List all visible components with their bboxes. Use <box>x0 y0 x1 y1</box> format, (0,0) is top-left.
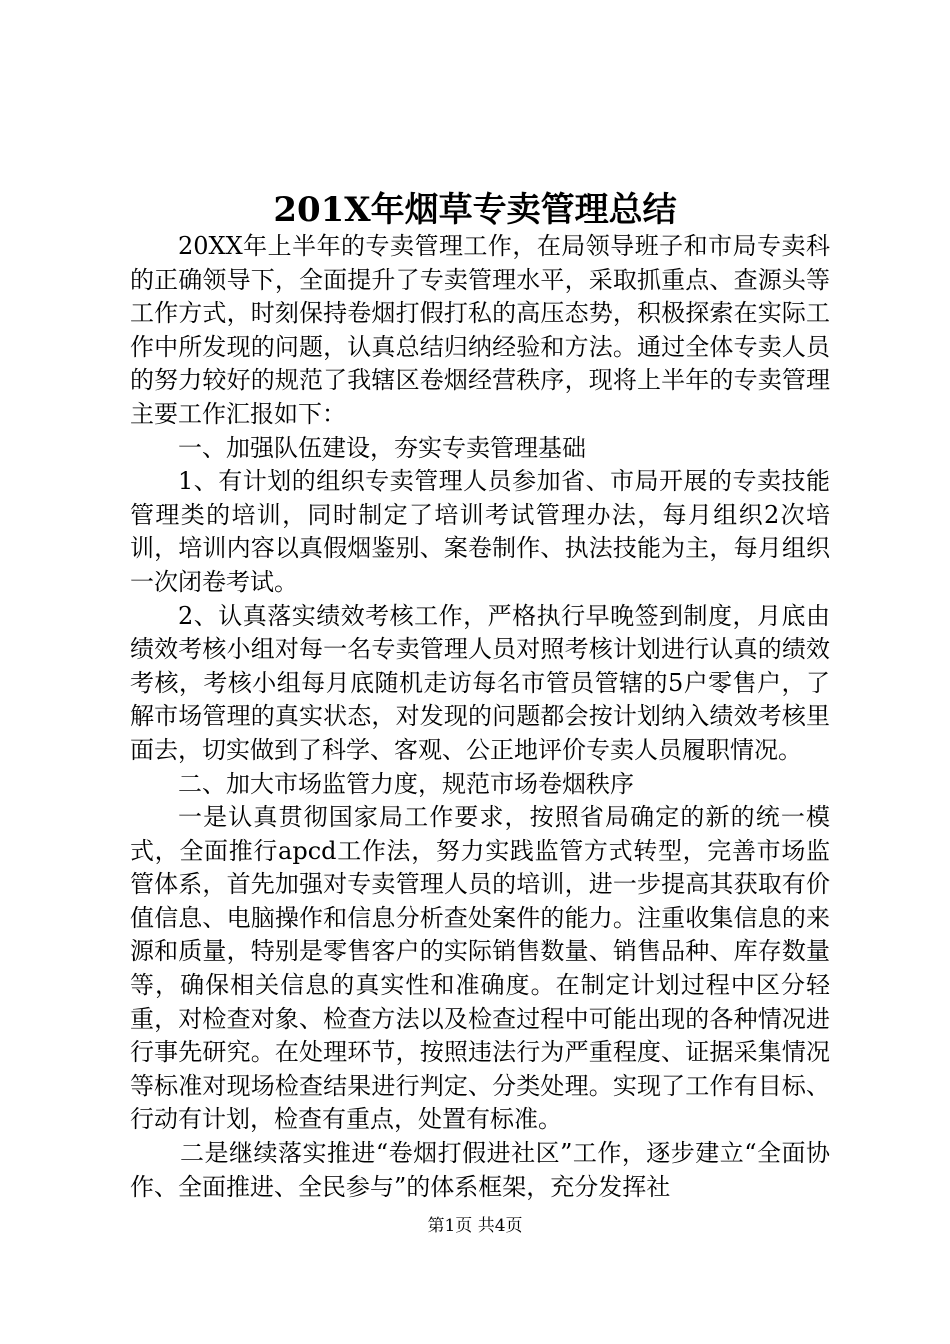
paragraph-point-2: 二是继续落实推进“卷烟打假进社区”工作，逐步建立“全面协作、全面推进、全民参与”的体系框架，充分发挥社 <box>130 1139 830 1201</box>
paragraph-item-2: 2、认真落实绩效考核工作，严格执行早晚签到制度，月底由绩效考核小组对每一名专卖管理人员对照考核计划进行认真的绩效考核，考核小组每月底随机走访每名市管员管辖的5户零售户，了解市场管理的真实状态，对发现的问题都会按计划纳入绩效考核里面去，切实做到了科学、客观、公正地评价专卖人员履职情况。 <box>130 601 830 764</box>
paragraph-intro: 20XX年上半年的专卖管理工作，在局领导班子和市局专卖科的正确领导下，全面提升了专卖管理水平，采取抓重点、查源头等工作方式，时刻保持卷烟打假打私的高压态势，积极探索在实际工作中所发现的问题，认真总结归纳经验和方法。通过全体专卖人员的努力较好的规范了我辖区卷烟经营秩序，现将上半年的专卖管理主要工作汇报如下： <box>130 232 830 428</box>
paragraph-item-1: 1、有计划的组织专卖管理人员参加省、市局开展的专卖技能管理类的培训，同时制定了培训考试管理办法，每月组织2次培训，培训内容以真假烟鉴别、案卷制作、执法技能为主，每月组织一次闭卷考试。 <box>130 467 830 596</box>
section-heading-1: 一、加强队伍建设，夯实专卖管理基础 <box>178 433 586 462</box>
document-body <box>130 230 830 1204</box>
page-footer: 第1页 共4页 <box>427 1216 523 1236</box>
section-heading-2: 二、加大市场监管力度，规范市场卷烟秩序 <box>178 769 634 798</box>
paragraph-point-1: 一是认真贯彻国家局工作要求，按照省局确定的新的统一模式，全面推行apcd工作法，努力实践监管方式转型，完善市场监管体系，首先加强对专卖管理人员的培训，进一步提高其获取有价值信息、电脑操作和信息分析查处案件的能力。注重收集信息的来源和质量，特别是零售客户的实际销售数量、销售品种、库存数量等，确保相关信息的真实性和准确度。在制定计划过程中区分轻重，对检查对象、检查方法以及检查过程中可能出现的各种情况进行事先研究。在处理环节，按照违法行为严重程度、证据采集情况等标准对现场检查结果进行判定、分类处理。实现了工作有目标、行动有计划，检查有重点，处置有标准。 <box>130 803 830 1134</box>
document-title: 201X年烟草专卖管理总结 <box>273 190 677 230</box>
